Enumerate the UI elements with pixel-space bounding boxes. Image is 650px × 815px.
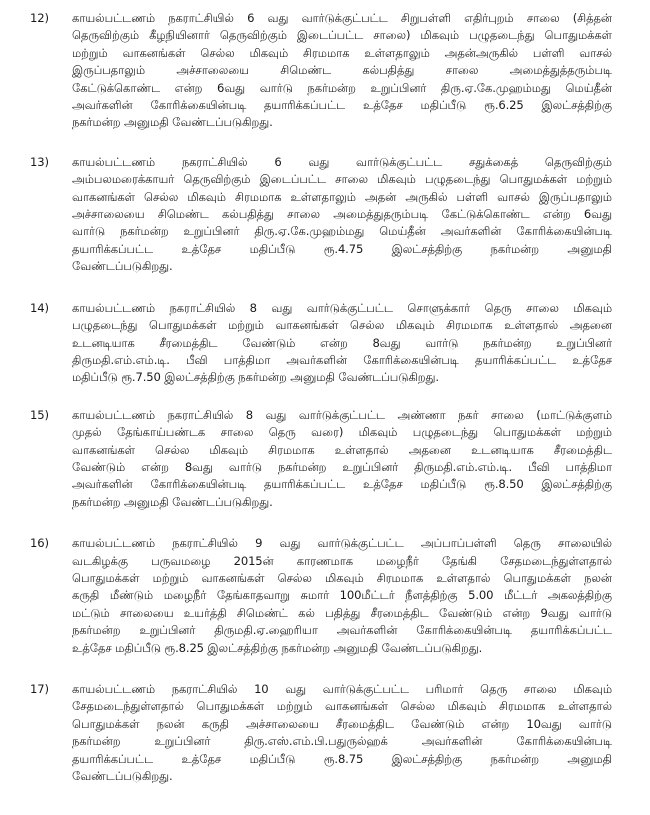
text-line: இருப்பதாலும் அச்சாலையை சிமெண்ட கல்பதித்து சாலை அமைத்துத்தரும்படி (72, 63, 612, 78)
item-text (72, 300, 612, 387)
item-text (72, 535, 612, 657)
text-line: உடனடியாக சீரமைத்திட வேண்டும் என்ற 8வது வார்டு நகர்மன்ற உறுப்பினர் (72, 335, 612, 350)
item-text (72, 154, 612, 276)
item-number: 12) (30, 11, 49, 25)
text-line: காயல்பட்டணம் நகராட்சியில் 9 வது வார்டுக்குட்பட்ட அப்பாப்பள்ளி தெரு சாலையில் (72, 536, 612, 551)
text-line: காயல்பட்டணம் நகராட்சியில் 8 வது வார்டுக்குட்பட்ட அண்ணா நகர் சாலை (மாட்டுக்குளம் (72, 407, 612, 422)
text-line: காயல்பட்டணம் நகராட்சியில் 10 வது வார்டுக்குட்பட்ட பரிமார் தெரு சாலை மிகவும் (72, 682, 612, 696)
text-line: வேண்டப்படுகிறது. (72, 769, 173, 784)
agenda-item-16 (30, 535, 612, 657)
text-line: காயல்பட்டணம் நகராட்சியில் 6 வது வார்டுக்குட்பட்ட சதுக்கைத் தெருவிற்கும் (72, 154, 612, 169)
text-line: நகர்மன்ற அனுமதி வேண்டப்படுகிறது. (72, 494, 273, 509)
agenda-item-17 (30, 681, 612, 785)
item-text (72, 10, 612, 132)
agenda-item-12 (30, 10, 612, 132)
text-line: வேண்டப்படுகிறது. (72, 259, 173, 274)
text-line: நகர்மன்ற உறுப்பினர் திரு.எஸ்.எம்.பி.பதுருல்ஹக் அவர்களின் கோரிக்கையின்படி (72, 734, 612, 749)
text-line: திருமதி.எம்.எம்.டி. பீவி பாத்திமா அவர்களின் கோரிக்கையின்படி தயாரிக்கப்பட்ட உத்தேச (72, 352, 612, 367)
agenda-item-13 (30, 154, 612, 276)
agenda-item-15 (30, 407, 612, 511)
text-line: உத்தேச மதிப்பீடு ரூ.8.25 இலட்சத்திற்கு நகர்மன்ற அனுமதி வேண்டப்படுகிறது. (72, 640, 483, 655)
text-line: பழுதடைந்து பொதுமக்கள் மற்றும் வாகனங்கள் செல்ல மிகவும் சிரமமாக உள்ளதால் அதனை (72, 318, 612, 333)
text-line: மட்டும் சாலையை உயர்த்தி சிமெண்ட் கல் பதித்து சீரமைத்திட வேண்டும் என்ற 9வது வார்டு (72, 605, 612, 620)
text-line: சேதமடைந்துள்ளதால் பொதுமக்கள் மற்றும் வாகனங்கள் செல்ல மிகவும் சிரமமாக உள்ளதால் (72, 699, 612, 714)
text-line: பொதுமக்கள் மற்றும் வாகனங்கள் செல்ல மிகவும் சிரமமாக உள்ளதால் பொதுமக்கள் நலன் (72, 570, 612, 585)
text-line: வாகனங்கள் செல்ல மிகவும் சிரமமாக உள்ளதாலும் அதன் அருகில் பள்ளி வாசல் இருப்பதாலும் (72, 189, 612, 204)
text-line: தெருவிற்கும் கீழநியினார் தெருவிற்கும் இடைப்பட்ட சாலை) மிகவும் பழுதடைந்து பொதுமக்கள் (72, 28, 612, 43)
text-line: அவர்களின் கோரிக்கையின்படி தயாரிக்கப்பட்ட உத்தேச மதிப்பீடு ரூ.8.50 இலட்சத்திற்கு (72, 477, 612, 492)
text-line: நகர்மன்ற உறுப்பினர் திருமதி.ஏ.ஹைரியா அவர்களின் கோரிக்கையின்படி தயாரிக்கப்பட்ட (72, 623, 612, 638)
text-line: அவர்களின் கோரிக்கையின்படி தயாரிக்கப்பட்ட உத்தேச மதிப்பீடு ரூ.6.25 இலட்சத்திற்கு (72, 98, 612, 113)
text-line: கருதி மீண்டும் மழைநீர் தேங்காதவாறு சுமார் 100மீட்டர் நீளத்திற்கு 5.00 மீட்டர் அகலத்திற்கு (72, 588, 612, 603)
item-number: 16) (30, 536, 49, 551)
item-number: 13) (30, 154, 49, 169)
text-line: வார்டு நகர்மன்ற உறுப்பினர் திரு.ஏ.கே.முஹம்மது மெய்தீன் அவர்களின் கோரிக்கையின்படி (72, 224, 612, 239)
text-line: பொதுமக்கள் நலன் கருதி அச்சாலையை சீரமைத்திட வேண்டும் என்ற 10வது வார்டு (72, 716, 612, 731)
item-number: 17) (30, 682, 49, 696)
text-line: முதல் தேங்காய்பண்டக சாலை தெரு வரை) மிகவும் பழுதடைந்து பொதுமக்கள் மற்றும் (72, 425, 612, 440)
text-line: கேட்டுக்கொண்ட என்ற 6வது வார்டு நகர்மன்ற உறுப்பினர் திரு.ஏ.கே.முஹம்மது மெய்தீன் (72, 80, 612, 95)
item-number: 14) (30, 300, 49, 315)
text-line: நகர்மன்ற அனுமதி வேண்டப்படுகிறது. (72, 115, 273, 130)
text-line: காயல்பட்டணம் நகராட்சியில் 6 வது வார்டுக்குட்பட்ட சிறுபள்ளி எதிர்புறம் சாலை (சித்தன் (72, 11, 612, 25)
text-line: தயாரிக்கப்பட்ட உத்தேச மதிப்பீடு ரூ.4.75 இலட்சத்திற்கு நகர்மன்ற அனுமதி (72, 241, 612, 256)
text-line: வடகிழக்கு பருவமழை 2015ன் காரணமாக மழைநீர் தேங்கி சேதமடைந்துள்ளதால் (72, 553, 612, 568)
text-line: மதிப்பீடு ரூ.7.50 இலட்சத்திற்கு நகர்மன்ற அனுமதி வேண்டப்படுகிறது. (72, 370, 439, 385)
item-text (72, 407, 612, 511)
text-line: அம்பலமரைக்காயர் தெருவிற்கும் இடைப்பட்ட சாலை மிகவும் பழுதடைந்து பொதுமக்கள் மற்றும் (72, 172, 612, 187)
text-line: காயல்பட்டணம் நகராட்சியில் 8 வது வார்டுக்குட்பட்ட சொளுக்கார் தெரு சாலை மிகவும் (72, 300, 612, 315)
item-number: 15) (30, 407, 49, 422)
agenda-item-14 (30, 300, 612, 387)
text-line: அச்சாலையை சிமெண்ட கல்பதித்து சாலை அமைத்துதரும்படி கேட்டுக்கொண்ட என்ற 6வது (72, 207, 612, 222)
item-text (72, 681, 612, 785)
text-line: தயாரிக்கப்பட்ட உத்தேச மதிப்பீடு ரூ.8.75 இலட்சத்திற்கு நகர்மன்ற அனுமதி (72, 751, 612, 766)
text-line: மற்றும் வாகனங்கள் செல்ல மிகவும் சிரமமாக உள்ளதாலும் அதன்அருகில் பள்ளி வாசல் (72, 45, 612, 60)
text-line: வேண்டும் என்ற 8வது வார்டு நகர்மன்ற உறுப்பினர் திருமதி.எம்.எம்.டி. பீவி பாத்திமா (72, 459, 612, 474)
text-line: வாகனங்கள் செல்ல மிகவும் சிரமமாக உள்ளதால் அதனை உடனடியாக சீரமைத்திட (72, 442, 612, 457)
